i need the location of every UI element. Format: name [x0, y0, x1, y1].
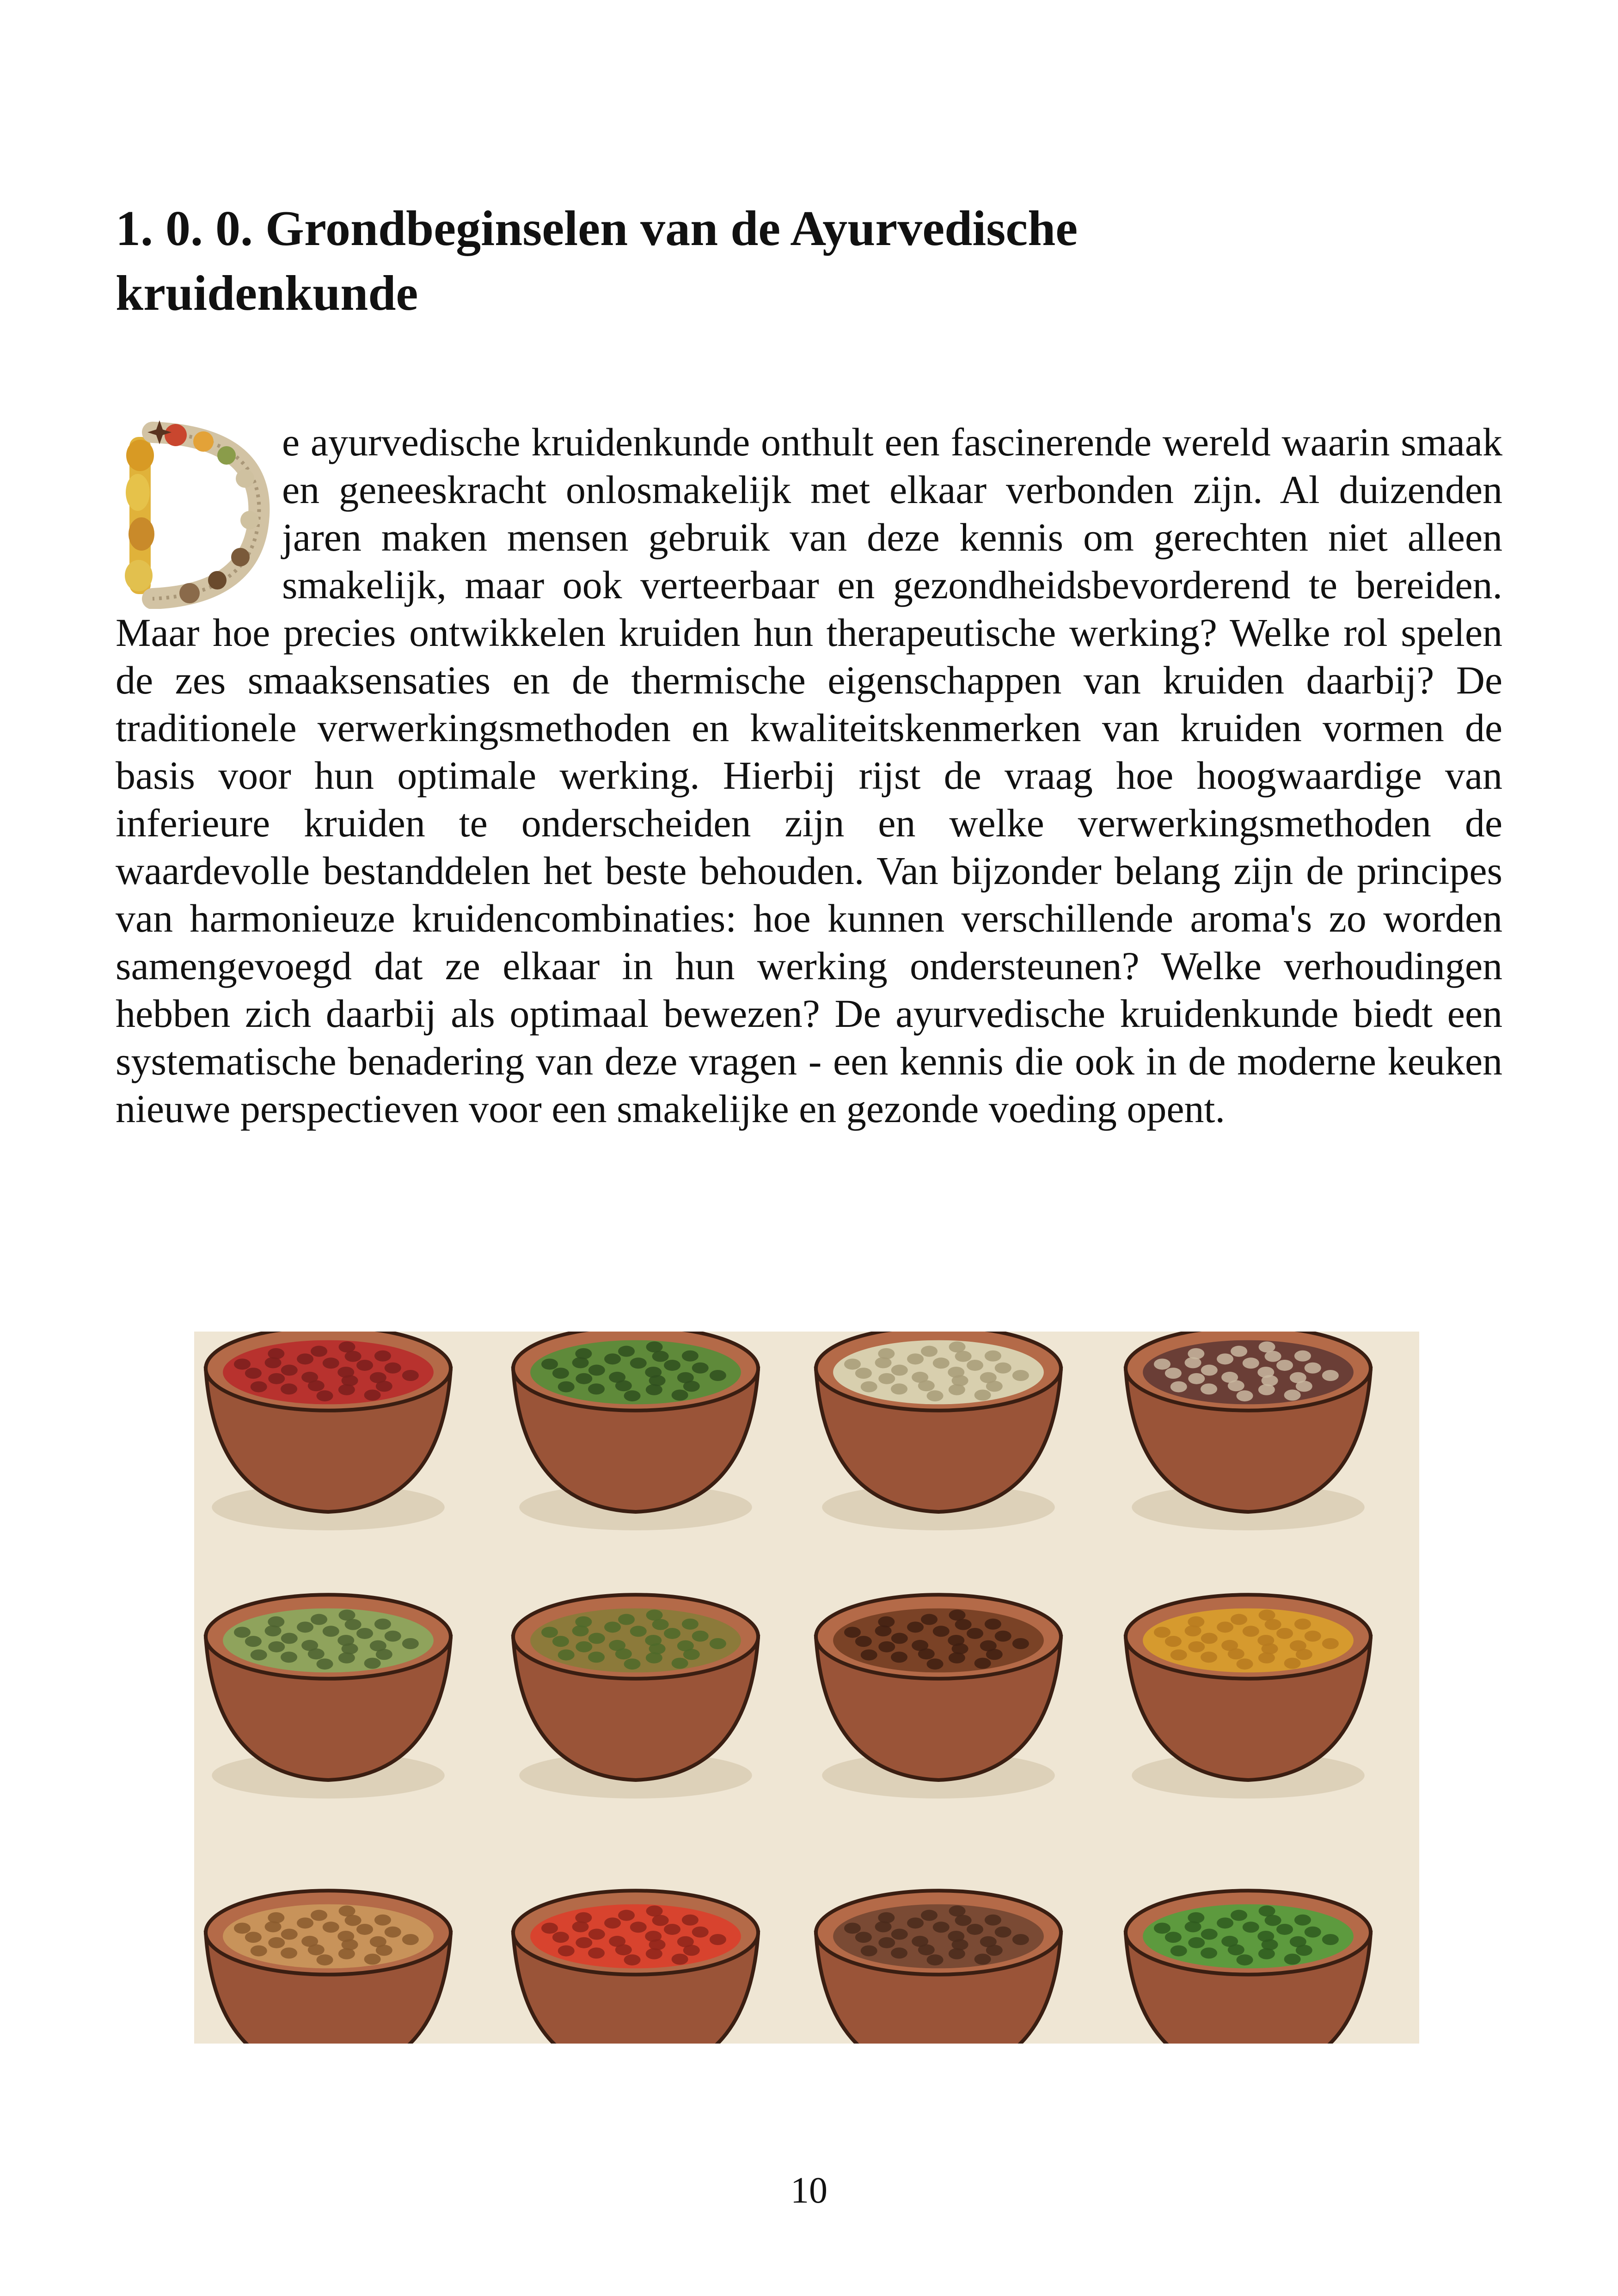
paragraph-text: e ayurvedische kruidenkunde onthult een fascinerende wereld waarin smaak en geneeskracht onlosmakelijk met elkaar verbonden zijn. Al duizenden jaren maken mensen gebruik van deze kennis om gerechten niet alleen smakelijk, maar ook verteerbaar en gezondheidsbevorderend te bereiden. Maar hoe precies ontwikkelen kruiden hun therapeutische werking? Welke rol spelen de zes smaaksensaties en de thermische eigenschappen van kruiden daarbij? De traditionele verwerkingsmethoden en kwaliteitskenmerken van kruiden vormen de basis voor hun optimale werking. Hierbij rijst de vraag hoe hoogwaardige van inferieure kruiden te onderscheiden zijn en welke verwerkingsmethoden de waardevolle bestanddelen het beste behouden. Van bijzonder belang zijn de principes van harmonieuze kruidencombinaties: hoe kunnen verschillende aroma's zo worden samengevoegd dat ze elkaar in hun werking ondersteunen? Welke verhoudingen hebben zich daarbij als optimaal bewezen? De ayurvedische kruidenkunde biedt een systematische benadering van deze vragen - een kennis die ook in de moderne keuken nieuwe perspectieven voor een smakelijke en gezonde voeding opent. [116, 420, 1502, 1131]
spice-bowl [206, 1332, 451, 1530]
spice-letter-d-illustration [111, 418, 277, 609]
spice-bowl [1126, 1332, 1371, 1530]
spice-bowl [206, 1891, 451, 2044]
spice-bowl [513, 1891, 758, 2044]
spice-bowl [1126, 1891, 1371, 2044]
body-paragraph [116, 418, 1502, 1133]
spice-bowl [513, 1595, 758, 1799]
spice-bowl [1126, 1595, 1371, 1799]
heading-line-1: 1. 0. 0. Grondbeginselen van de Ayurvedische [116, 201, 1078, 256]
drop-cap-spice-letter [111, 418, 282, 609]
spice-bowl [816, 1332, 1061, 1530]
spice-bowl [816, 1891, 1061, 2044]
spice-bowls-illustration [194, 1332, 1419, 2044]
heading-line-2: kruidenkunde [116, 266, 418, 321]
spice-bowl [513, 1332, 758, 1530]
spice-bowls-artwork [194, 1332, 1419, 2044]
spice-bowl [206, 1595, 451, 1799]
page-number: 10 [791, 2170, 827, 2211]
spice-bowl [816, 1595, 1061, 1799]
section-heading [116, 196, 1479, 326]
